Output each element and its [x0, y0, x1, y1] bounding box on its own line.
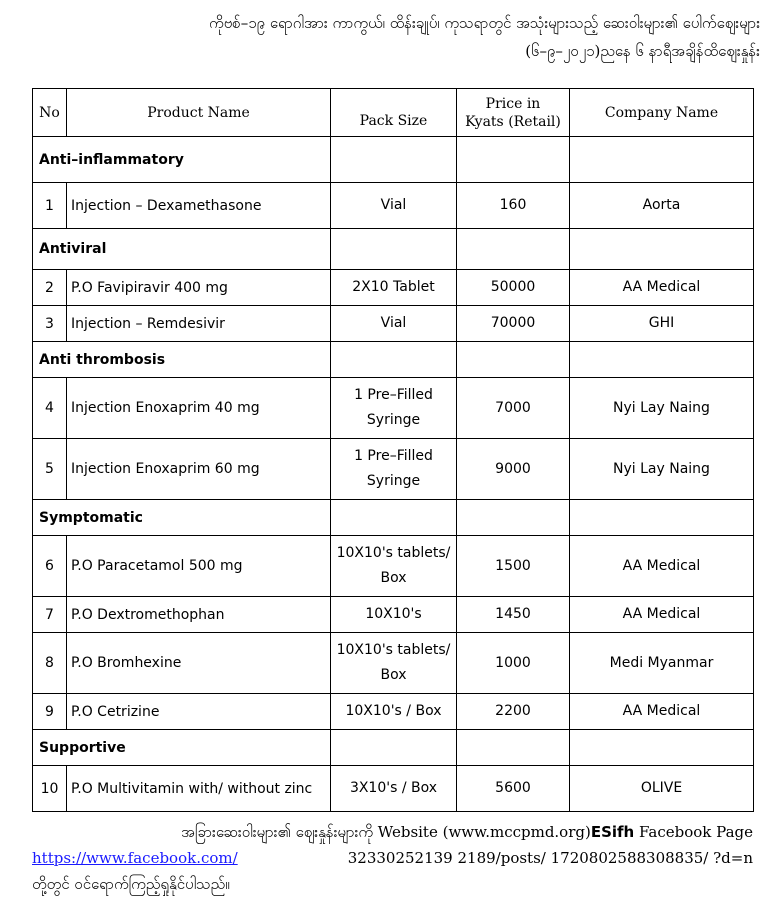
- table-row: [33, 270, 754, 306]
- cell-price: 50000: [457, 270, 570, 306]
- header-product-name: Product Name: [67, 89, 331, 137]
- cell-company-name: AA Medical: [570, 694, 754, 730]
- cell-product-name: Injection – Remdesivir: [67, 306, 331, 342]
- cell-company-name: Aorta: [570, 183, 754, 229]
- cell-no: 6: [33, 536, 67, 597]
- cell-price: 1450: [457, 597, 570, 633]
- footer-line-1: [32, 823, 753, 845]
- price-table: [32, 88, 754, 812]
- empty-cell: [570, 500, 754, 536]
- table-row: [33, 694, 754, 730]
- cell-pack-size: Vial: [331, 183, 457, 229]
- table-row: [33, 633, 754, 694]
- footer-line-2: [32, 849, 753, 867]
- cell-no: 5: [33, 439, 67, 500]
- cell-no: 4: [33, 378, 67, 439]
- cell-pack-size: 2X10 Tablet: [331, 270, 457, 306]
- cell-product-name: Injection – Dexamethasone: [67, 183, 331, 229]
- category-row: [33, 229, 754, 270]
- category-label: Symptomatic: [33, 500, 331, 536]
- header-price: [457, 89, 570, 137]
- page-title: ကိုဗစ်–၁၉ ရောဂါအား ကာကွယ်၊ ထိန်းချုပ်၊ ကုသရာတွင် အသုံးများသည့် ဆေးဝါးများ၏ ပေါက်ဈေးများ: [209, 14, 760, 32]
- header-no: No: [33, 89, 67, 137]
- cell-price: 2200: [457, 694, 570, 730]
- footer-note: အခြားဆေးဝါးများ၏ ဈေးနှုန်းများကို: [181, 823, 378, 841]
- category-label: Anti thrombosis: [33, 342, 331, 378]
- cell-pack-size: 1 Pre–Filled Syringe: [331, 439, 457, 500]
- table-row: [33, 597, 754, 633]
- cell-no: 1: [33, 183, 67, 229]
- cell-pack-size: 10X10's tablets/ Box: [331, 536, 457, 597]
- footer-line-3: တို့တွင် ဝင်ရောက်ကြည့်ရှုနိုင်ပါသည်။: [32, 875, 230, 893]
- empty-cell: [457, 730, 570, 766]
- footer-bold-text: ESifh: [590, 823, 635, 841]
- facebook-link-tail[interactable]: 32330252139 2189/posts/ 1720802588308835/ ?d=n: [347, 849, 753, 867]
- cell-company-name: AA Medical: [570, 270, 754, 306]
- cell-pack-size: 10X10's tablets/ Box: [331, 633, 457, 694]
- table-row: [33, 439, 754, 500]
- empty-cell: [570, 730, 754, 766]
- table-header-row: [33, 89, 754, 137]
- cell-company-name: Medi Myanmar: [570, 633, 754, 694]
- cell-company-name: AA Medical: [570, 597, 754, 633]
- table-row: [33, 183, 754, 229]
- empty-cell: [570, 137, 754, 183]
- cell-price: 160: [457, 183, 570, 229]
- header-price-line1: Price in: [485, 95, 541, 112]
- empty-cell: [331, 229, 457, 270]
- cell-pack-size: 10X10's: [331, 597, 457, 633]
- category-row: [33, 137, 754, 183]
- category-label: Antiviral: [33, 229, 331, 270]
- cell-pack-size: 10X10's / Box: [331, 694, 457, 730]
- cell-price: 5600: [457, 766, 570, 812]
- table-row: [33, 766, 754, 812]
- table-row: [33, 378, 754, 439]
- category-label: Supportive: [33, 730, 331, 766]
- cell-no: 3: [33, 306, 67, 342]
- cell-company-name: Nyi Lay Naing: [570, 378, 754, 439]
- header-pack-size: Pack Size: [331, 89, 457, 137]
- category-row: [33, 730, 754, 766]
- cell-company-name: Nyi Lay Naing: [570, 439, 754, 500]
- cell-product-name: P.O Paracetamol 500 mg: [67, 536, 331, 597]
- cell-no: 9: [33, 694, 67, 730]
- cell-price: 1000: [457, 633, 570, 694]
- category-label: Anti–inflammatory: [33, 137, 331, 183]
- empty-cell: [331, 342, 457, 378]
- cell-no: 10: [33, 766, 67, 812]
- cell-product-name: P.O Bromhexine: [67, 633, 331, 694]
- empty-cell: [457, 229, 570, 270]
- category-row: [33, 342, 754, 378]
- page-subtitle-date: (၆–၉–၂၀၂၁)ညနေ ၆ နာရီအချိန်ထိဈေးနှုန်း: [525, 42, 760, 60]
- cell-price: 9000: [457, 439, 570, 500]
- empty-cell: [570, 229, 754, 270]
- cell-product-name: P.O Multivitamin with/ without zinc: [67, 766, 331, 812]
- cell-product-name: P.O Dextromethophan: [67, 597, 331, 633]
- empty-cell: [457, 500, 570, 536]
- empty-cell: [457, 342, 570, 378]
- cell-pack-size: 1 Pre–Filled Syringe: [331, 378, 457, 439]
- cell-no: 2: [33, 270, 67, 306]
- cell-price: 1500: [457, 536, 570, 597]
- cell-pack-size: Vial: [331, 306, 457, 342]
- footer-facebook-page: Facebook Page: [634, 823, 753, 841]
- facebook-link[interactable]: https://www.facebook.com/: [32, 849, 238, 867]
- empty-cell: [457, 137, 570, 183]
- cell-product-name: P.O Favipiravir 400 mg: [67, 270, 331, 306]
- empty-cell: [570, 342, 754, 378]
- cell-company-name: AA Medical: [570, 536, 754, 597]
- cell-product-name: Injection Enoxaprim 60 mg: [67, 439, 331, 500]
- table-row: [33, 536, 754, 597]
- empty-cell: [331, 137, 457, 183]
- empty-cell: [331, 730, 457, 766]
- cell-pack-size: 3X10's / Box: [331, 766, 457, 812]
- cell-price: 7000: [457, 378, 570, 439]
- cell-company-name: GHI: [570, 306, 754, 342]
- cell-company-name: OLIVE: [570, 766, 754, 812]
- cell-no: 7: [33, 597, 67, 633]
- footer-website: Website (www.mccpmd.org): [377, 823, 591, 841]
- cell-product-name: P.O Cetrizine: [67, 694, 331, 730]
- cell-no: 8: [33, 633, 67, 694]
- table-row: [33, 306, 754, 342]
- category-row: [33, 500, 754, 536]
- empty-cell: [331, 500, 457, 536]
- cell-product-name: Injection Enoxaprim 40 mg: [67, 378, 331, 439]
- header-company-name: Company Name: [570, 89, 754, 137]
- header-price-line2: Kyats (Retail): [465, 113, 561, 130]
- cell-price: 70000: [457, 306, 570, 342]
